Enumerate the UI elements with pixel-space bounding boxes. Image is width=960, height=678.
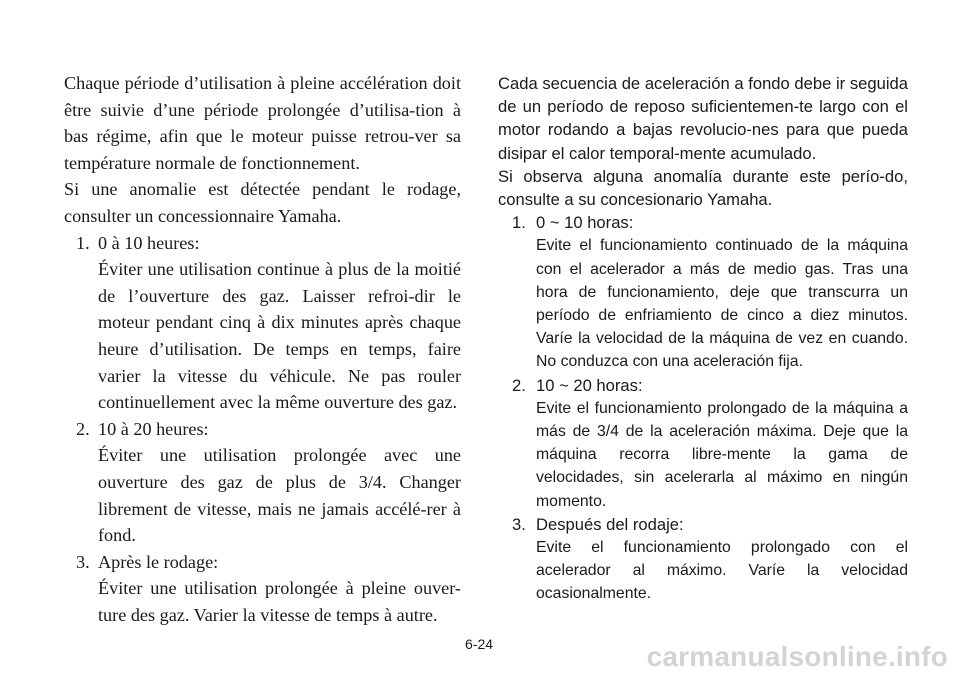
list-item-body: Evite el funcionamiento prolongado de la máquina a más de 3/4 de la aceleración máxima. Deje que la máquina recorra libre-mente la gama de velocidades, sin acelerarla al máximo en ningún momento. [536,399,908,510]
spanish-anomaly-paragraph: Si observa alguna anomalía durante este perío-do, consulte a su concesionario Yamaha. [498,166,908,210]
spanish-column [498,72,908,606]
list-item-number: 1. [512,213,526,233]
french-list-item [64,230,461,416]
french-column [64,70,461,628]
watermark: carmanualsonline.info [646,641,948,672]
list-item-title: 0 ~ 10 horas: [536,213,634,233]
list-item-title: Después del rodaje: [536,514,684,534]
list-item-title: 10 ~ 20 horas: [536,375,643,395]
list-item-number: 3. [76,551,90,572]
spanish-intro-paragraph: Cada secuencia de aceleración a fondo debe ir seguida de un período de reposo suficientemen-te largo con el motor rodando a bajas revolucio-nes para que pueda disipar el calor temporal-mente acumulado. [498,74,908,163]
list-item-number: 2. [512,375,526,395]
spanish-list-item [498,513,908,606]
list-item-title: Après le rodage: [98,551,219,572]
list-item-body: Evite el funcionamiento prolongado con el acelerador al máximo. Varíe la velocidad ocasionalmente. [536,539,908,603]
french-intro-paragraph: Chaque période d’utilisation à pleine accélération doit être suivie d’une période prolongée d’utilisa-tion à bas régime, afin que le moteur puisse retrou-ver sa température normale de fonctionnement. [64,73,461,173]
list-item-number: 2. [76,418,90,439]
french-list-item [64,549,461,629]
french-anomaly-paragraph: Si une anomalie est détectée pendant le rodage, consulter un concessionnaire Yamaha. [64,179,461,226]
french-list-item [64,416,461,549]
list-item-number: 3. [512,514,526,534]
list-item-title: 0 à 10 heures: [98,232,200,253]
spanish-list-item [498,374,908,513]
list-item-title: 10 à 20 heures: [98,418,209,439]
list-item-body: Éviter une utilisation prolongée à pleine ouver-ture des gaz. Varier la vitesse de temps à autre. [98,578,461,625]
list-item-body: Éviter une utilisation prolongée avec une ouverture des gaz de plus de 3/4. Changer librement de vitesse, mais ne jamais accélé-rer à fond. [98,445,461,546]
page-number: 6-24 [465,636,494,652]
list-item-body: Éviter une utilisation continue à plus de la moitié de l’ouverture des gaz. Laisser refroi-dir le moteur pendant cinq à dix minutes après chaque heure d’utilisation. De temps en temps, faire varier la vitesse du véhicule. Ne pas rouler continuellement avec la même ouverture des gaz. [98,259,461,413]
list-item-body: Evite el funcionamiento continuado de la máquina con el acelerador a más de medio gas. Tras una hora de funcionamiento, deje que transcurra un período de enfriamiento de cinco a diez minutos. Varíe la velocidad de la máquina de vez en cuando. No conduzca con una aceleración fija. [536,237,908,371]
spanish-list-item [498,211,908,373]
list-item-number: 1. [76,232,90,253]
